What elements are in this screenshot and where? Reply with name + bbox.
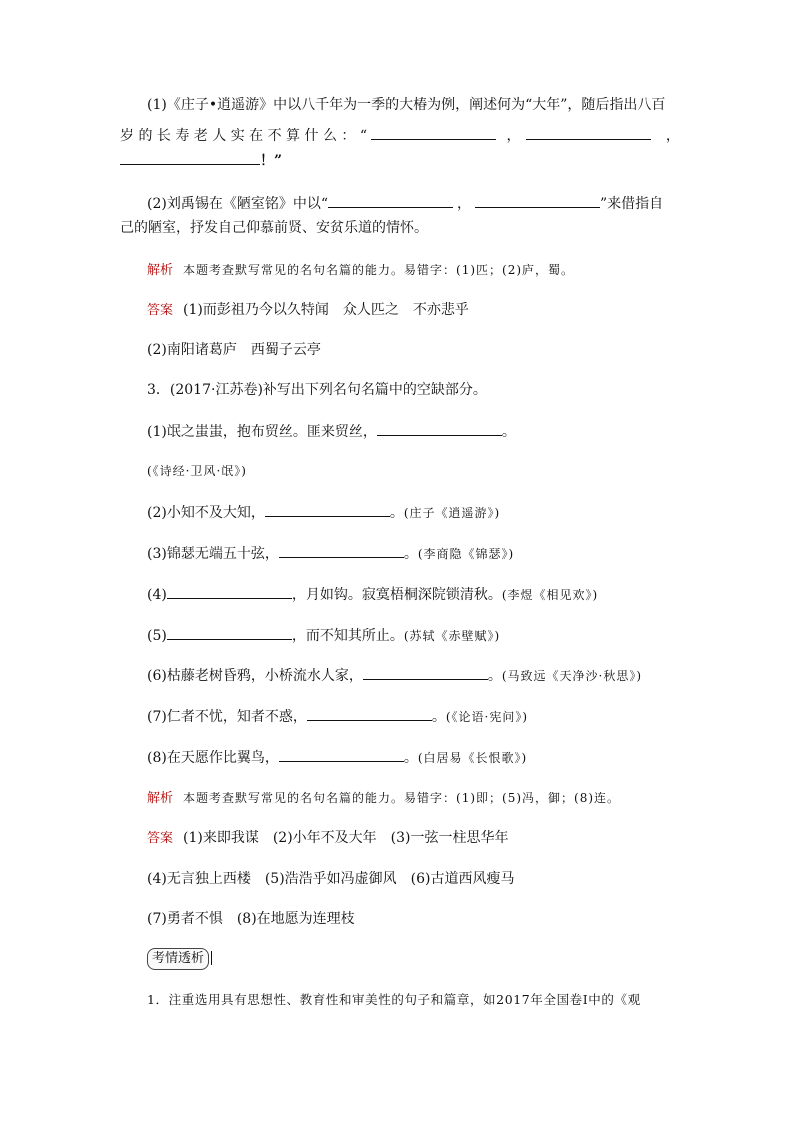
kaoqing-section xyxy=(147,948,212,970)
answer-2-line2: (4)无言独上西楼 (5)浩浩乎如冯虚御风 (6)古道西风瘦马 xyxy=(147,871,515,887)
answer-blank[interactable] xyxy=(377,421,502,436)
answer-blank[interactable] xyxy=(328,193,453,208)
answer-blank[interactable] xyxy=(526,125,651,140)
answer-2-line1: 答案 (1)来即我谋 (2)小年不及大年 (3)一弦一柱思华年 xyxy=(147,830,509,846)
q2-line1: (2)刘禹锡在《陋室铭》中以“ ， ”来借指自 xyxy=(147,193,663,214)
answer-blank[interactable] xyxy=(279,543,404,558)
q3-item-4: (4) ，月如钩。寂寞梧桐深院锁清秋。(李煜《相见欢》) xyxy=(147,584,598,605)
answer-blank[interactable] xyxy=(279,747,404,762)
answer-label: 答案 xyxy=(147,303,174,318)
answer-1-line1: 答案 (1)而彭祖乃今以久特闻 众人匹之 不亦悲乎 xyxy=(147,302,469,318)
analysis-label: 解析 xyxy=(147,263,174,278)
q1-line1: (1)《庄子•逍遥游》中以八千年为一季的大椿为例，阐述何为“大年”，随后指出八百 xyxy=(147,97,666,113)
q1-line3: ！” xyxy=(120,150,282,171)
q3-item-1: (1)氓之蚩蚩，抱布贸丝。匪来贸丝， 。 xyxy=(147,421,516,442)
q3-item-8: (8)在天愿作比翼鸟， 。(白居易《长恨歌》) xyxy=(147,747,527,768)
answer-1-line2: (2)南阳诸葛庐 西蜀子云亭 xyxy=(147,342,321,358)
answer-blank[interactable] xyxy=(167,625,292,640)
analysis-2: 解析 本题考查默写常见的名句名篇的能力。易错字：(1)即；(5)冯，御；(8)连。 xyxy=(147,791,621,806)
analysis-label: 解析 xyxy=(147,791,174,806)
analysis-1: 解析 本题考查默写常见的名句名篇的能力。易错字：(1)匹；(2)庐，蜀。 xyxy=(147,263,575,278)
section-badge: 考情透析 xyxy=(147,948,209,970)
q3-item-2: (2)小知不及大知， 。(庄子《逍遥游》) xyxy=(147,502,500,523)
q3-item-1-source: (《诗经·卫风·氓》) xyxy=(147,464,247,478)
answer-blank[interactable] xyxy=(307,706,432,721)
answer-2-line3: (7)勇者不惧 (8)在地愿为连理枝 xyxy=(147,911,355,927)
note-1: 1．注重选用具有思想性、教育性和审美性的句子和篇章，如2017年全国卷Ⅰ中的《观 xyxy=(147,992,641,1007)
q3-item-6: (6)枯藤老树昏鸦，小桥流水人家， 。(马致远《天净沙·秋思》) xyxy=(147,665,642,686)
answer-blank[interactable] xyxy=(167,584,292,599)
q3-item-5: (5) ，而不知其所止。(苏轼《赤壁赋》) xyxy=(147,625,500,646)
text-cursor xyxy=(211,951,212,965)
answer-blank[interactable] xyxy=(265,502,390,517)
q3-title: 3．(2017·江苏卷)补写出下列名句名篇中的空缺部分。 xyxy=(147,382,487,398)
q1-line2: 岁 的 长 寿 老 人 实 在 不 算 什 么 ： “ ， ， xyxy=(120,125,675,146)
answer-blank[interactable] xyxy=(120,150,260,165)
q2-line2: 己的陋室，抒发自己仰慕前贤、安贫乐道的情怀。 xyxy=(120,220,428,236)
answer-blank[interactable] xyxy=(475,193,600,208)
answer-label: 答案 xyxy=(147,831,174,846)
q3-item-7: (7)仁者不忧，知者不惑， 。(《论语·宪问》) xyxy=(147,706,528,727)
answer-blank[interactable] xyxy=(363,665,488,680)
answer-blank[interactable] xyxy=(371,125,496,140)
q3-item-3: (3)锦瑟无端五十弦， 。(李商隐《锦瑟》) xyxy=(147,543,514,564)
